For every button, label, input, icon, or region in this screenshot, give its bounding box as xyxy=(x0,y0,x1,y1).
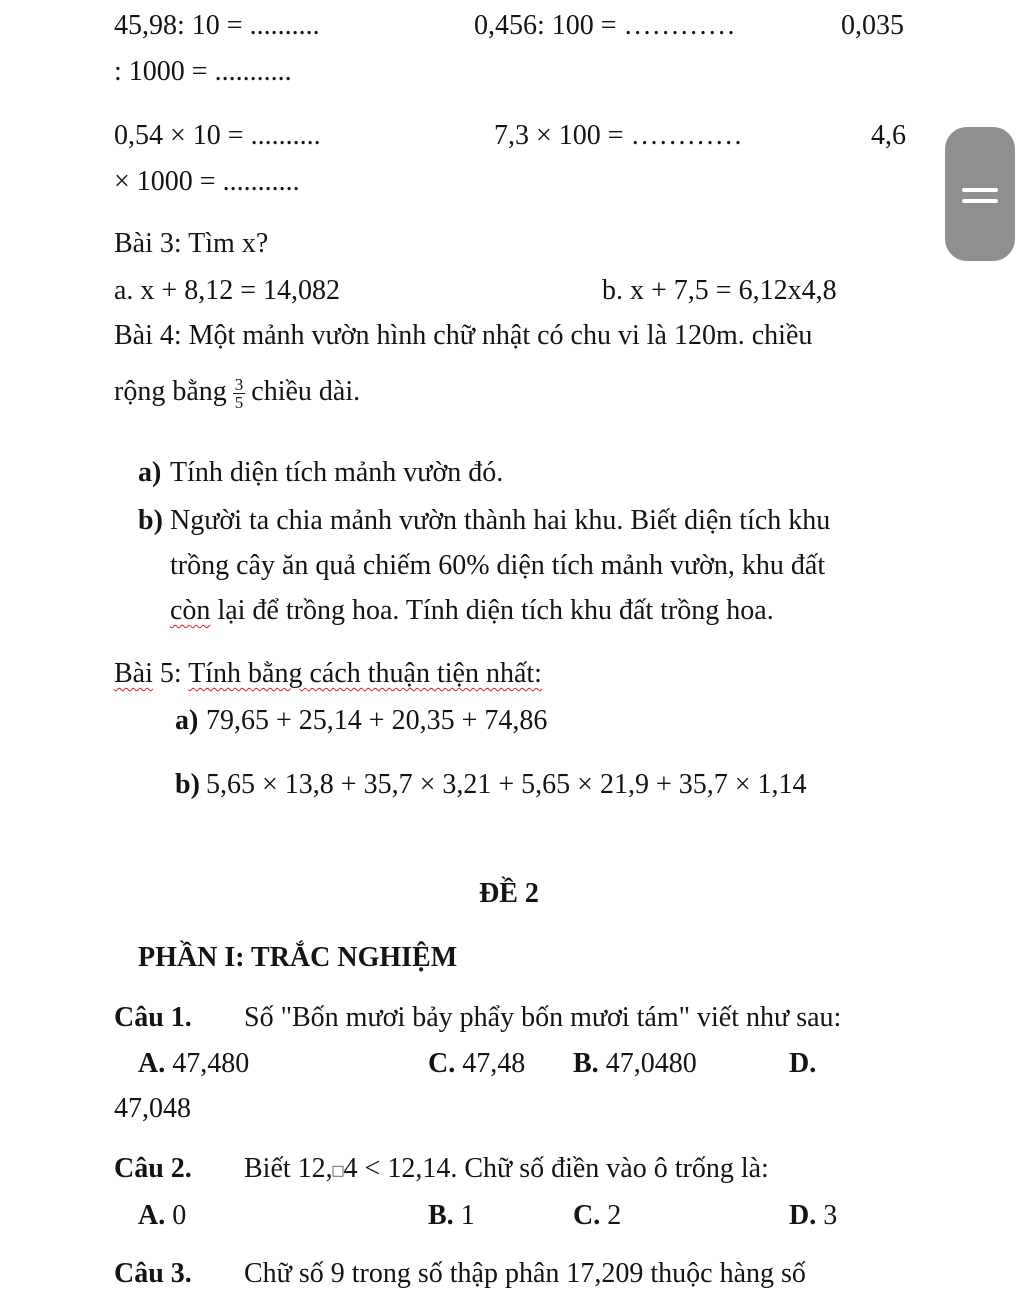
de2-title: ĐỀ 2 xyxy=(479,878,539,909)
bai3-title: Bài 3: Tìm x? xyxy=(114,228,269,259)
option-a-label: A. xyxy=(138,1048,166,1079)
option-c-value: 47,48 xyxy=(462,1048,526,1079)
calc-2a: 0,54 × 10 = .......... xyxy=(114,120,321,151)
cau1-option-d-label[interactable]: D. xyxy=(789,1048,817,1079)
bai4-b-text3-rest: lại để trồng hoa. Tính diện tích khu đất trồng hoa. xyxy=(217,595,774,626)
calc-1b: 0,456: 100 = ………… xyxy=(474,10,736,41)
cau1-option-a[interactable] xyxy=(138,1046,249,1082)
cau1-label: Câu 1. xyxy=(114,1002,192,1033)
cau2-label: Câu 2. xyxy=(114,1153,192,1184)
part1-heading: PHẦN I: TRẮC NGHIỆM xyxy=(138,942,458,973)
option-d-label: D. xyxy=(789,1200,817,1231)
bai5-a-expr: 79,65 + 25,14 + 20,35 + 74,86 xyxy=(206,705,548,736)
option-d-value: 3 xyxy=(823,1200,838,1231)
option-b-label: B. xyxy=(428,1200,454,1231)
spellcheck-word-con: còn xyxy=(170,595,211,626)
calc-2c-cont: × 1000 = ........... xyxy=(114,166,300,197)
calc-1c-cont: : 1000 = ........... xyxy=(114,56,292,87)
option-c-label: C. xyxy=(573,1200,601,1231)
bai3-b: b. x + 7,5 = 6,12x4,8 xyxy=(602,275,837,306)
option-c-value: 2 xyxy=(607,1200,622,1231)
cau2-option-b[interactable] xyxy=(428,1198,475,1234)
cau2-text-pre: Biết 12, xyxy=(244,1153,333,1184)
fraction-denominator: 5 xyxy=(234,393,244,413)
grip-line-icon xyxy=(962,199,998,203)
option-c-label: C. xyxy=(428,1048,456,1079)
bai4-a-label: a) xyxy=(138,457,162,488)
bai5-a-label: a) xyxy=(175,705,199,736)
bai4-b-text1: Người ta chia mảnh vườn thành hai khu. Biết diện tích khu xyxy=(170,505,831,536)
cau1-option-b[interactable] xyxy=(573,1046,697,1082)
empty-box-icon: □ xyxy=(332,1160,344,1181)
option-b-value: 47,0480 xyxy=(605,1048,697,1079)
bai4-b-text3 xyxy=(170,593,774,629)
cau3-text: Chữ số 9 trong số thập phân 17,209 thuộc hàng số xyxy=(244,1258,806,1289)
option-a-value: 47,480 xyxy=(172,1048,250,1079)
option-a-value: 0 xyxy=(172,1200,187,1231)
option-a-label: A. xyxy=(138,1200,166,1231)
cau2-option-d[interactable] xyxy=(789,1198,837,1234)
bai4-b-label: b) xyxy=(138,505,163,536)
cau1-option-d-value: 47,048 xyxy=(114,1093,191,1124)
cau3-label: Câu 3. xyxy=(114,1258,192,1289)
cau2-text xyxy=(244,1151,769,1189)
fraction-numerator: 3 xyxy=(234,375,244,395)
bai5-title-text: Tính bằng cách thuận tiện nhất: xyxy=(188,658,542,689)
option-b-value: 1 xyxy=(460,1200,475,1231)
calc-1c-start: 0,035 xyxy=(841,10,904,41)
scroll-handle[interactable] xyxy=(945,127,1015,261)
grip-line-icon xyxy=(962,188,998,192)
cau1-text: Số "Bốn mươi bảy phẩy bốn mươi tám" viết như sau: xyxy=(244,1002,842,1033)
option-b-label: B. xyxy=(573,1048,599,1079)
bai4-line2 xyxy=(114,374,360,411)
cau2-option-a[interactable] xyxy=(138,1198,186,1234)
fraction-three-fifths xyxy=(233,376,246,411)
bai5-b-expr: 5,65 × 13,8 + 35,7 × 3,21 + 5,65 × 21,9 + 35,7 × 1,14 xyxy=(206,769,807,800)
bai3-a: a. x + 8,12 = 14,082 xyxy=(114,275,341,306)
bai5-title-word: Bài xyxy=(114,658,153,689)
bai5-title-number: 5: xyxy=(159,658,182,689)
calc-2b: 7,3 × 100 = ………… xyxy=(494,120,743,151)
bai4-line2-post: chiều dài. xyxy=(251,376,361,407)
bai5-title xyxy=(114,656,542,692)
bai5-b-label: b) xyxy=(175,769,200,800)
calc-2c-start: 4,6 xyxy=(871,120,906,151)
cau2-option-c[interactable] xyxy=(573,1198,621,1234)
cau2-text-post: 4 < 12,14. Chữ số điền vào ô trống là: xyxy=(343,1153,769,1184)
bai4-line2-pre: rộng bằng xyxy=(114,376,227,407)
bai4-a-text: Tính diện tích mảnh vườn đó. xyxy=(170,457,504,488)
bai4-b-text2: trồng cây ăn quả chiếm 60% diện tích mảnh vườn, khu đất xyxy=(170,550,826,581)
cau3-row xyxy=(0,1256,1024,1296)
bai4-line1: Bài 4: Một mảnh vườn hình chữ nhật có chu vi là 120m. chiều xyxy=(114,320,813,351)
cau1-option-c[interactable] xyxy=(428,1046,525,1082)
calc-1a: 45,98: 10 = .......... xyxy=(114,10,320,41)
